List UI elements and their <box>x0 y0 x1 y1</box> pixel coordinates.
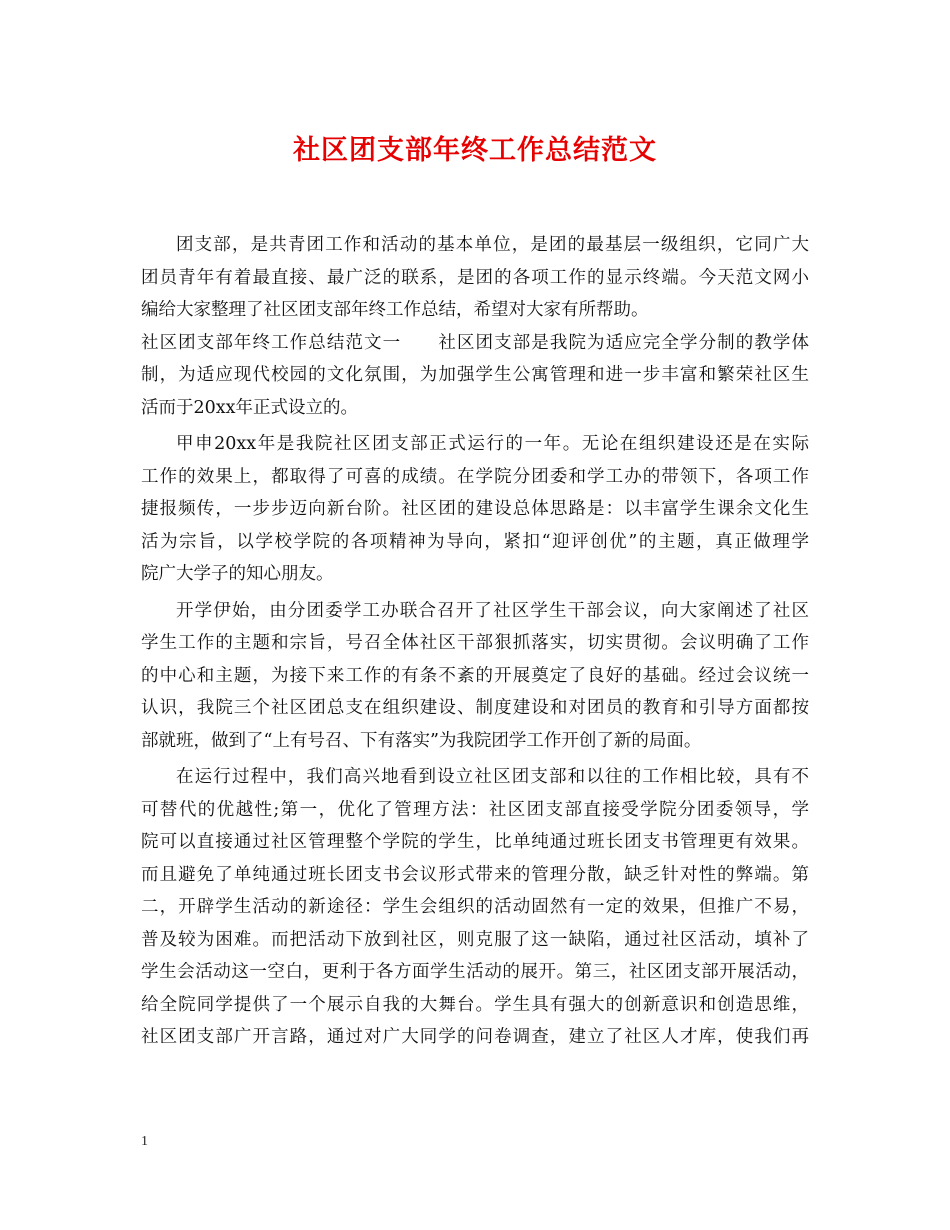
paragraph-line: 活为宗旨，以学校学院的各项精神为导向，紧扣“迎评创优”的主题，真正做理学 <box>141 531 809 552</box>
paragraph-line: 院可以直接通过社区管理整个学院的学生，比单纯通过班长团支书管理更有效果。 <box>141 832 809 852</box>
paragraph-line: 工作的效果上，都取得了可喜的成绩。在学院分团委和学工办的带领下，各项工作 <box>141 466 809 487</box>
document-title: 社区团支部年终工作总结范文 <box>293 135 657 166</box>
paragraph-line: 甲申20xx年是我院社区团支部正式运行的一年。无论在组织建设还是在实际 <box>176 434 809 454</box>
paragraph-line: 可替代的优越性;第一，优化了管理方法：社区团支部直接受学院分团委领导，学 <box>141 799 809 820</box>
paragraph-line: 给全院同学提供了一个展示自我的大舞台。学生具有强大的创新意识和创造思维， <box>141 994 809 1015</box>
paragraph-line: 认识，我院三个社区团总支在组织建设、制度建设和对团员的教育和引导方面都按 <box>141 698 809 718</box>
paragraph-line: 的中心和主题，为接下来工作的有条不紊的开展奠定了良好的基础。经过会议统一 <box>141 665 809 686</box>
page-number: 1 <box>141 1134 148 1149</box>
paragraph-line: 制，为适应现代校园的文化氛围，为加强学生公寓管理和进一步丰富和繁荣社区生 <box>141 365 809 385</box>
paragraph-line: 学生会活动这一空白，更利于各方面学生活动的展开。第三，社区团支部开展活动， <box>141 962 809 982</box>
paragraph-line: 二，开辟学生活动的新途径：学生会组织的活动固然有一定的效果，但推广不易， <box>141 897 809 917</box>
paragraph-line: 在运行过程中，我们高兴地看到设立社区团支部和以往的工作相比较，具有不 <box>176 767 809 787</box>
paragraph-line: 社区团支部年终工作总结范文一 社区团支部是我院为适应完全学分制的教学体 <box>141 332 809 353</box>
paragraph-line: 开学伊始，由分团委学工办联合召开了社区学生干部会议，向大家阐述了社区 <box>176 600 809 621</box>
paragraph-line: 而且避免了单纯通过班长团支书会议形式带来的管理分散，缺乏针对性的弊端。第 <box>141 864 809 885</box>
paragraph-line: 团支部，是共青团工作和活动的基本单位，是团的最基层一级组织，它同广大 <box>176 235 809 255</box>
paragraph-line: 编给大家整理了社区团支部年终工作总结，希望对大家有所帮助。 <box>141 300 649 320</box>
paragraph-line: 团员青年有着最直接、最广泛的联系，是团的各项工作的显示终端。今天范文网小 <box>141 267 809 288</box>
paragraph-line: 院广大学子的知心朋友。 <box>141 564 334 584</box>
document-body <box>141 229 809 1054</box>
paragraph-line: 社区团支部广开言路，通过对广大同学的问卷调查，建立了社区人才库，使我们再 <box>141 1027 809 1047</box>
paragraph-line: 部就班，做到了“上有号召、下有落实”为我院团学工作开创了新的局面。 <box>141 730 702 751</box>
paragraph-line: 学生工作的主题和宗旨，号召全体社区干部狠抓落实，切实贯彻。会议明确了工作 <box>141 633 809 653</box>
paragraph-line: 活而于20xx年正式设立的。 <box>141 397 359 418</box>
paragraph-line: 捷报频传，一步步迈向新台阶。社区团的建设总体思路是：以丰富学生课余文化生 <box>141 499 809 519</box>
paragraph-line: 普及较为困难。而把活动下放到社区，则克服了这一缺陷，通过社区活动，填补了 <box>141 929 809 950</box>
